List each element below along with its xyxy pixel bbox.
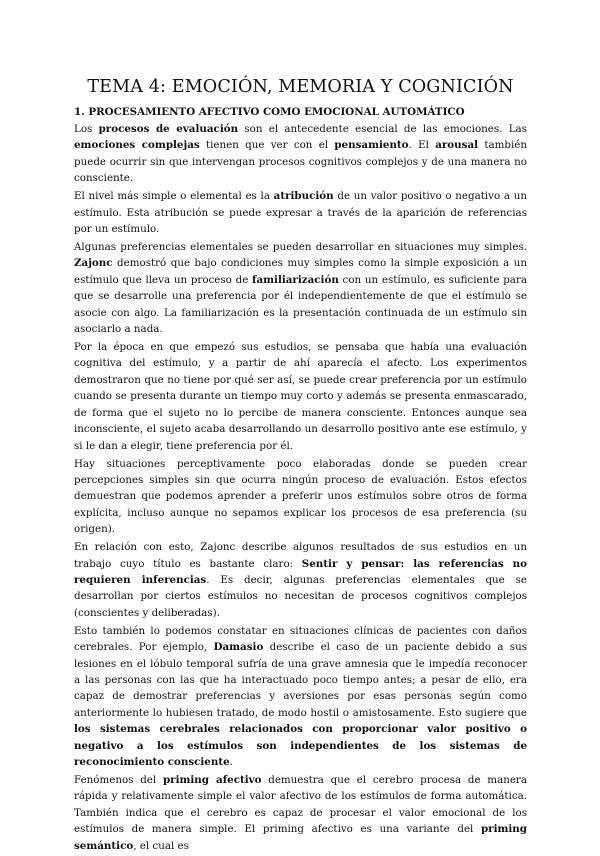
document-title: TEMA 4: EMOCIÓN, MEMORIA Y COGNICIÓN [87, 77, 514, 97]
p8-bold-priming-afectivo: priming afectivo [162, 774, 262, 786]
p1-text-a: Los [74, 123, 99, 135]
document-page [74, 76, 527, 856]
paragraph-6 [74, 539, 527, 621]
p7-bold-damasio: Damasio [213, 641, 264, 654]
paragraph-4: Por la época en que empezó sus estudios, se pensaba que había una evaluación cognitiva del estímulo, y a partir de ahí aparecía el afecto. Los experimentos demostraron que no tiene por qué ser así, se puede crear preferencia por un estímulo cuando se presenta durante un tiempo muy corto y además se presenta enmascarado, de forma que el sujeto no lo percibe de manera consciente. Entonces aunque sea inconsciente, el sujeto acaba desarrollando un desarrollo positivo ante ese estímulo, y si le dan a elegir, tiene preferencia por él. [74, 341, 527, 452]
p7-text-c: describe el caso de un paciente debido a sus lesiones en el lóbulo temporal sufría de una grave amnesia que le impedía reconocer a las personas con las que ha interactuado poco tiempo antes; a pesar de ello, era capaz de demostrar preferencias y aversiones por esas personas según como anteriormente lo hubiesen tratado, de modo hostil o amistosamente. Esto sugiere que [74, 641, 527, 719]
p3-text-d: con un estímulo, es suficiente para que se desarrolle una preferencia por él independientemente de que el estímulo se asocie con algo. La familiarización es la presentación continuada de un estímulo sin asociarlo a nada. [74, 273, 527, 336]
paragraph-1 [74, 121, 527, 187]
paragraph-7 [74, 623, 527, 771]
p3-text-c: demostró que bajo condiciones muy simples como la simple exposición a un estímulo que lleva un proceso de [74, 257, 527, 286]
p1-text-e: . El [408, 139, 436, 152]
p1-text-d: tienen que ver con el [199, 139, 335, 152]
p8-text-c: demuestra que el cerebro procesa de manera rápida y relativamente simple el valor afectivo de los estímulos de forma automática. También indica que el cerebro es capaz de procesar el valor emocional de los estímulos de manera simple. El priming afectivo es una variante del [74, 774, 527, 836]
section-heading: 1. PROCESAMIENTO AFECTIVO COMO EMOCIONAL AUTOMÁTICO [74, 106, 465, 118]
p1-bold-pensamiento: pensamiento [334, 139, 409, 152]
p1-bold-procesos: procesos de evaluación [98, 123, 239, 135]
p7-bold-sistemas: los sistemas cerebrales relacionados con proporcionar valor positivo o negativo a los estímulos son independientes de los sistemas de reconocimiento consciente [74, 723, 527, 768]
paragraph-8 [74, 772, 527, 854]
p3-bold-zajonc: Zajonc [74, 257, 113, 270]
p1-text-c: son el antecedente esencial de las emociones. Las [238, 123, 527, 135]
p8-bold-priming-semantico: priming semántico [74, 823, 527, 852]
p1-bold-emociones: emociones complejas [74, 139, 200, 152]
p3-text-a: Algunas preferencias elementales se pueden desarrollar en situaciones muy simples. [74, 241, 527, 254]
p8-text-d: , el cual es [133, 839, 189, 852]
p2-text-c: de un valor positivo o negativo a un estímulo. Esta atribución se puede expresar a través de la aparición de referencias por un estímulo. [74, 190, 527, 236]
p2-bold-atribucion: atribución [273, 190, 334, 203]
p6-text-a: En relación con esto, Zajonc describe algunos resultados de sus estudios en un trabajo cuyo título es bastante claro: [74, 541, 527, 570]
paragraph-3 [74, 239, 527, 337]
paragraph-2 [74, 188, 527, 237]
p2-text-a: El nivel más simple o elemental es la [74, 190, 274, 203]
p1-text-f: también puede ocurrir sin que intervengan procesos cognitivos complejos y de una manera no consciente. [74, 139, 527, 185]
paragraph-5: Hay situaciones perceptivamente poco elaboradas donde se pueden crear percepciones simples sin que ocurra ningún proceso de evaluación. Estos efectos demuestran que podemos aprender a preferir unos estímulos sobre otros de forma explícita, incluso aunque no sepamos explicar los procesos de esa preferencia (su origen). [74, 457, 527, 536]
p7-text-a: Esto también lo podemos constatar en situaciones clínicas de pacientes con daños cerebrales. Por ejemplo, [74, 624, 527, 654]
p6-bold-sentir-pensar: Sentir y pensar: las referencias no requieren inferencias [74, 557, 528, 586]
p8-text-a: Fenómenos del [74, 774, 163, 786]
p3-bold-familiarizacion: familiarización [252, 273, 339, 286]
p6-text-c: . Es decir, algunas preferencias elementales que se desarrollan por ciertos estímulos no necesitan de procesos cognitivos complejos (conscientes y deliberadas). [74, 573, 527, 619]
p7-text-d: . [229, 756, 233, 768]
p1-bold-arousal: arousal [435, 139, 479, 152]
